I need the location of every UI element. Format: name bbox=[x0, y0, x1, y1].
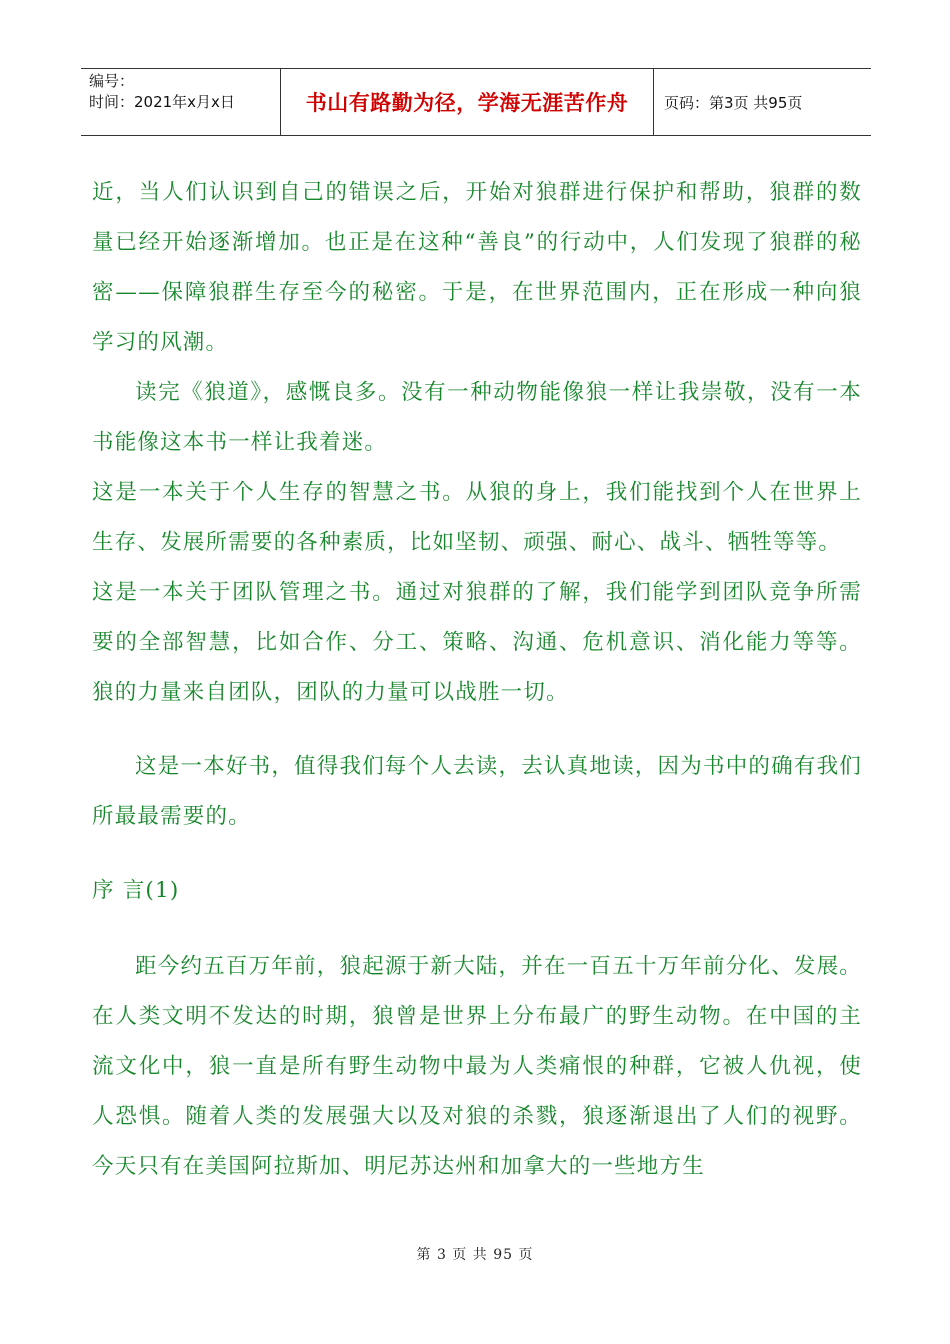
motto-text: 书山有路勤为径，学海无涯苦作舟 bbox=[305, 91, 629, 115]
paragraph: 近，当人们认识到自己的错误之后，开始对狼群进行保护和帮助，狼群的数量已经开始逐渐增加。也正是在这种“善良”的行动中，人们发现了狼群的秘密——保障狼群生存至今的秘密。于是，在世界范围内，正在形成一种向狼学习的风潮。 bbox=[92, 180, 862, 355]
document-date: 时间：2021年x月x日 bbox=[89, 93, 235, 111]
paragraph: 这是一本关于团队管理之书。通过对狼群的了解，我们能学到团队竞争所需要的全部智慧，比如合作、分工、策略、沟通、危机意识、消化能力等等。狼的力量来自团队，团队的力量可以战胜一切。 bbox=[92, 580, 862, 705]
header-page-info bbox=[654, 69, 871, 135]
page-header bbox=[81, 68, 871, 136]
header-meta bbox=[81, 69, 281, 135]
paragraph: 距今约五百万年前，狼起源于新大陆，并在一百五十万年前分化、发展。在人类文明不发达的时期，狼曾是世界上分布最广的野生动物。在中国的主流文化中，狼一直是所有野生动物中最为人类痛恨的种群，它被人仇视，使人恐惧。随着人类的发展强大以及对狼的杀戮，狼逐渐退出了人们的视野。今天只有在美国阿拉斯加、明尼苏达州和加拿大的一些地方生 bbox=[92, 954, 862, 1179]
section-heading: 序 言(1) bbox=[92, 878, 180, 903]
header-motto bbox=[281, 69, 654, 135]
paragraph: 这是一本好书，值得我们每个人去读，去认真地读，因为书中的确有我们所最最需要的。 bbox=[92, 754, 862, 829]
page-footer: 第 3 页 共 95 页 bbox=[416, 1247, 534, 1263]
document-body bbox=[92, 168, 862, 1192]
paragraph: 这是一本关于个人生存的智慧之书。从狼的身上，我们能找到个人在世界上生存、发展所需要的各种素质，比如坚韧、顽强、耐心、战斗、牺牲等等。 bbox=[92, 480, 862, 555]
document-number: 编号： bbox=[89, 72, 135, 90]
paragraph: 读完《狼道》，感慨良多。没有一种动物能像狼一样让我崇敬，没有一本书能像这本书一样让我着迷。 bbox=[92, 380, 862, 455]
page-info-text: 页码：第3页 共95页 bbox=[664, 93, 803, 112]
